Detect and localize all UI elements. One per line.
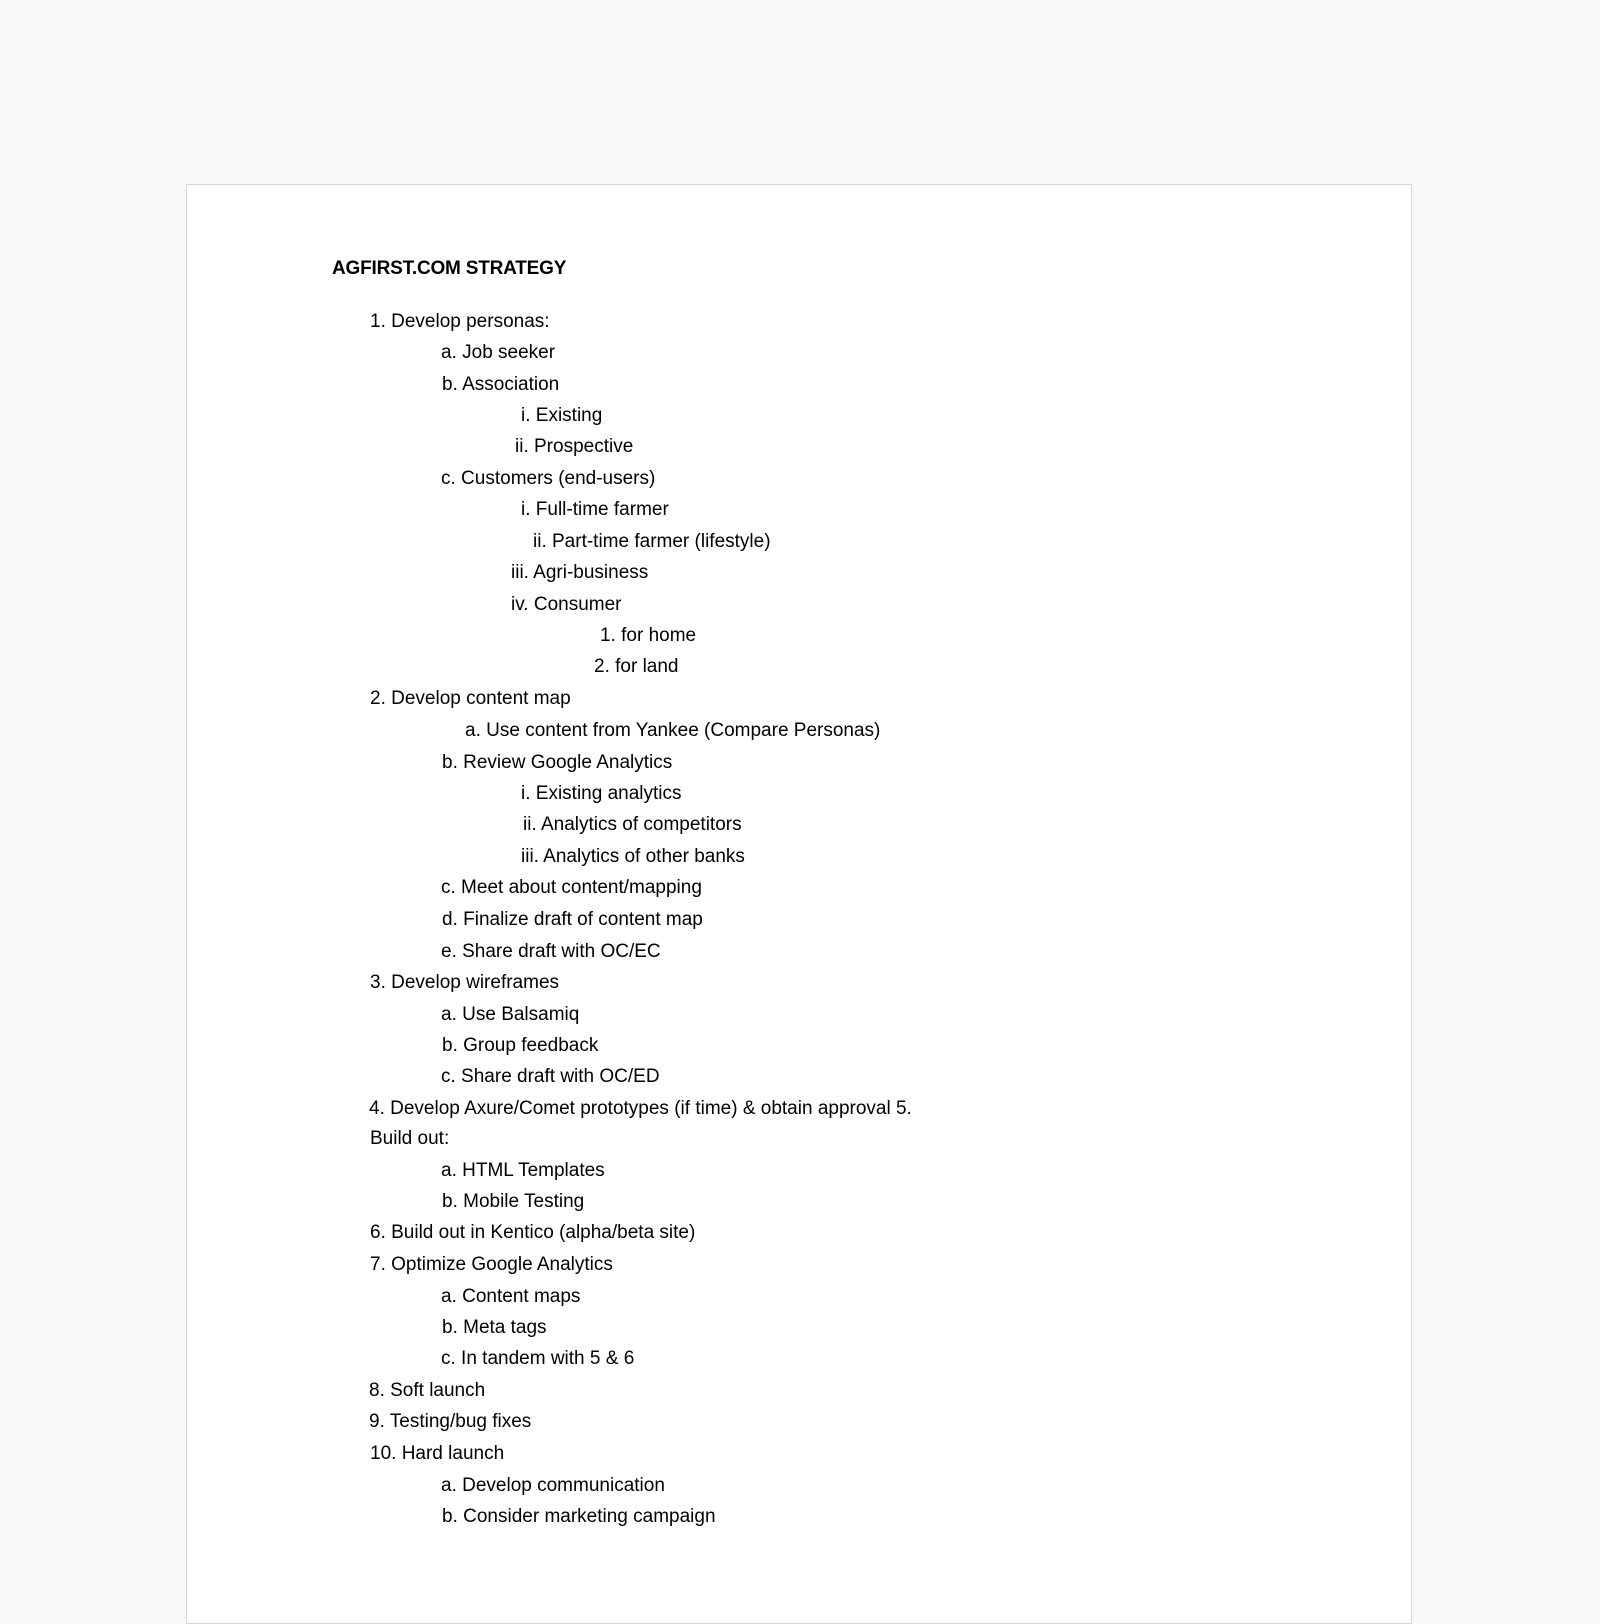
outline-item: b. Mobile Testing [442, 1191, 585, 1212]
outline-item: b. Meta tags [442, 1317, 547, 1338]
outline-item: iv. Consumer [511, 594, 622, 615]
outline-item: 10. Hard launch [370, 1443, 505, 1464]
outline-item: 9. Testing/bug fixes [369, 1411, 532, 1432]
outline-item: ii. Analytics of competitors [523, 814, 742, 835]
outline-item: b. Group feedback [442, 1035, 599, 1056]
outline-item: i. Existing analytics [521, 783, 682, 804]
outline-item: i. Full-time farmer [521, 499, 669, 520]
outline-item: d. Finalize draft of content map [442, 909, 703, 930]
outline-item: c. Meet about content/mapping [441, 877, 702, 898]
outline-item: 2. for land [594, 656, 679, 677]
document-page [186, 184, 1412, 1624]
outline-item: 3. Develop wireframes [370, 972, 560, 993]
outline-item: a. Job seeker [441, 342, 556, 363]
outline-item: a. Use Balsamiq [441, 1004, 580, 1025]
outline-item: c. In tandem with 5 & 6 [441, 1348, 635, 1369]
outline-item: Build out: [370, 1128, 450, 1149]
outline-item: 1. for home [600, 625, 697, 646]
outline-item: 2. Develop content map [370, 688, 571, 709]
outline-item: e. Share draft with OC/EC [441, 941, 661, 962]
outline-item: a. HTML Templates [441, 1160, 605, 1181]
outline-item: c. Customers (end-users) [441, 468, 656, 489]
outline-item: i. Existing [521, 405, 603, 426]
outline-item: c. Share draft with OC/ED [441, 1066, 660, 1087]
outline-item: iii. Analytics of other banks [521, 846, 745, 867]
outline-item: 7. Optimize Google Analytics [370, 1254, 613, 1275]
outline-item: a. Develop communication [441, 1475, 665, 1496]
outline-item: a. Content maps [441, 1286, 581, 1307]
outline-item: b. Consider marketing campaign [442, 1506, 716, 1527]
outline-item: 1. Develop personas: [370, 311, 550, 332]
outline-item: ii. Prospective [515, 436, 634, 457]
outline-item: 8. Soft launch [369, 1380, 486, 1401]
outline-item: a. Use content from Yankee (Compare Personas) [465, 720, 881, 741]
document-title: AGFIRST.COM STRATEGY [332, 258, 567, 279]
outline-item: ii. Part-time farmer (lifestyle) [533, 531, 771, 552]
outline-item: iii. Agri-business [511, 562, 649, 583]
outline-item: b. Association [442, 374, 560, 395]
outline-item: 6. Build out in Kentico (alpha/beta site) [370, 1222, 696, 1243]
outline-item: 4. Develop Axure/Comet prototypes (if time) & obtain approval 5. [369, 1098, 912, 1119]
outline-item: b. Review Google Analytics [442, 752, 673, 773]
